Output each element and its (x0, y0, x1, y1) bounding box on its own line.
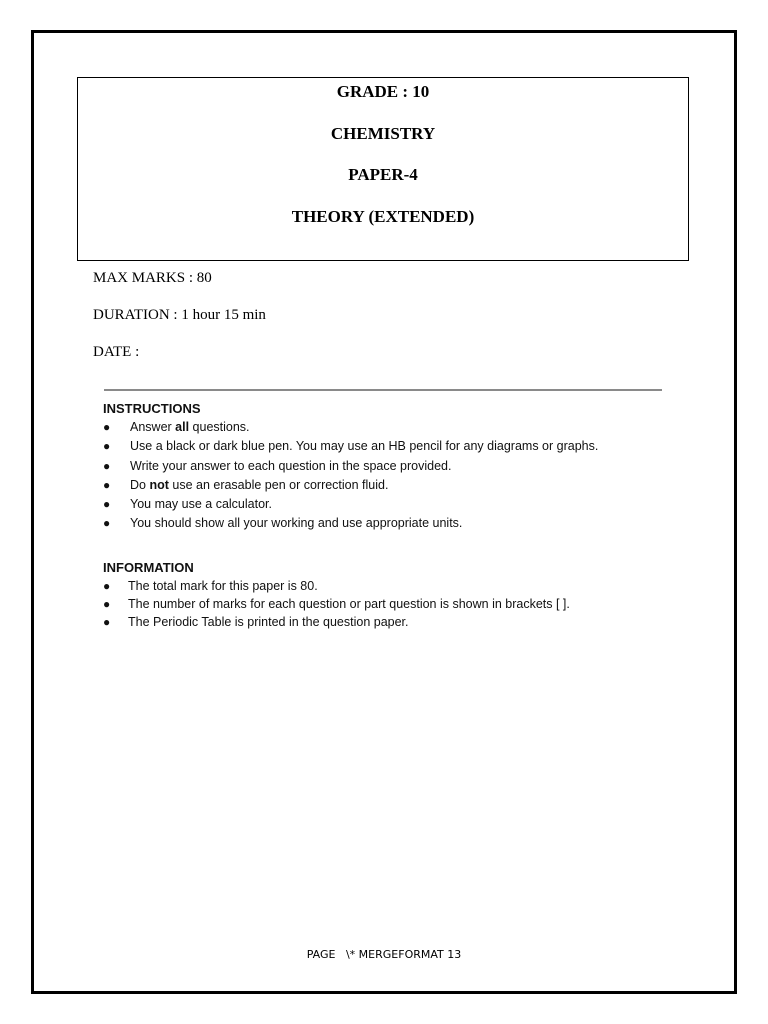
bullet-icon: ● (103, 597, 111, 611)
divider-rule (104, 389, 662, 391)
list-item: ● Do not use an erasable pen or correction fluid. (103, 476, 663, 495)
bullet-icon: ● (103, 497, 111, 512)
bullet-icon: ● (103, 458, 111, 473)
list-item: ● You may use a calculator. (103, 495, 663, 514)
information-heading: INFORMATION (103, 560, 194, 575)
list-item: ● The Periodic Table is printed in the question paper. (103, 615, 409, 629)
max-marks: MAX MARKS : 80 (93, 270, 212, 286)
list-item: ● The number of marks for each question or part question is shown in brackets [ ]. (103, 597, 570, 611)
list-item: ● Write your answer to each question in the space provided. (103, 457, 663, 476)
instructions-heading: INSTRUCTIONS (103, 401, 201, 416)
paper-heading: PAPER-4 (348, 165, 418, 184)
title-box (77, 77, 689, 261)
page-footer: PAGE \* MERGEFORMAT 13 (306, 948, 462, 961)
date-field: DATE : (93, 344, 140, 360)
subject-heading: CHEMISTRY (330, 124, 436, 143)
list-item: ● Use a black or dark blue pen. You may use an HB pencil for any diagrams or graphs. (103, 437, 663, 456)
paper-type-heading: THEORY (EXTENDED) (291, 207, 475, 226)
information-section (103, 559, 663, 631)
bullet-icon: ● (103, 615, 111, 629)
bullet-icon: ● (103, 420, 111, 434)
bullet-icon: ● (103, 579, 111, 593)
bullet-icon: ● (103, 516, 111, 531)
instructions-section (103, 400, 663, 534)
information-list (103, 577, 663, 631)
bullet-icon: ● (103, 477, 111, 492)
bullet-icon: ● (103, 439, 111, 454)
list-item: ● Answer all questions. (103, 418, 663, 437)
list-item: ● You should show all your working and use appropriate units. (103, 514, 663, 533)
duration: DURATION : 1 hour 15 min (93, 307, 266, 323)
list-item: ● The total mark for this paper is 80. (103, 579, 318, 593)
instructions-list (103, 418, 663, 534)
grade-heading: GRADE : 10 (336, 82, 430, 101)
